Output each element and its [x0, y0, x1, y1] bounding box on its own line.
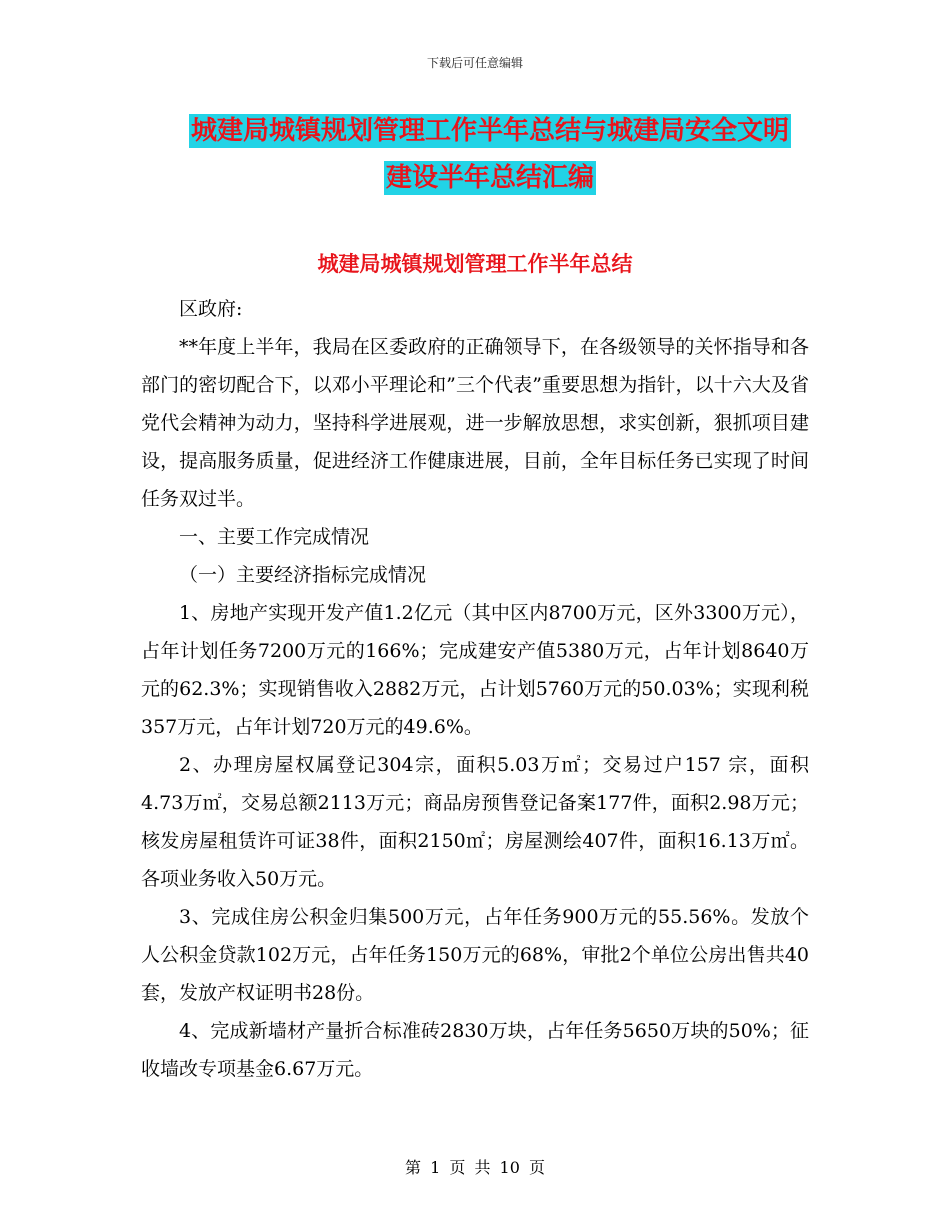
- document-title-line-2: 建设半年总结汇编: [385, 163, 594, 193]
- paragraph-item-3: 3、完成住房公积金归集500万元，占年任务900万元的55.56%。发放个人公积金贷款102万元，占年任务150万元的68%，审批2个单位公房出售共40套，发放产权证明书28份。: [141, 906, 809, 1004]
- heading-main-work: 一、主要工作完成情况: [179, 526, 370, 548]
- section-title: 城建局城镇规划管理工作半年总结: [317, 252, 633, 276]
- document-title: [140, 108, 840, 202]
- document-title-line-1: 城建局城镇规划管理工作半年总结与城建局安全文明: [190, 116, 789, 146]
- paragraph-item-1: 1、房地产实现开发产值1.2亿元（其中区内8700万元，区外3300万元），占年计划任务7200万元的166%；完成建安产值5380万元，占年计划8640万元的62.3%；实现销售收入2882万元，占计划5760万元的50.03%；实现利税357万元，占年计划720万元的49.6%。: [141, 602, 809, 738]
- intro-paragraph: **年度上半年，我局在区委政府的正确领导下，在各级领导的关怀指导和各部门的密切配合下，以邓小平理论和”三个代表”重要思想为指针，以十六大及省党代会精神为动力，坚持科学进展观，进一步解放思想，求实创新，狠抓项目建设，提高服务质量，促进经济工作健康进展，目前，全年目标任务已实现了时间任务双过半。: [141, 336, 809, 510]
- salutation: 区政府:: [179, 298, 243, 320]
- paragraph-item-2: 2、办理房屋权属登记304宗，面积5.03万㎡；交易过户157 宗，面积4.73万㎡，交易总额2113万元；商品房预售登记备案177件，面积2.98万元；核发房屋租赁许可证38件，面积2150㎡；房屋测绘407件，面积16.13万㎡。各项业务收入50万元。: [141, 754, 809, 890]
- heading-economic-indicators: （一）主要经济指标完成情况: [179, 564, 427, 586]
- body-text: [141, 290, 809, 1088]
- paragraph-item-4: 4、完成新墙材产量折合标准砖2830万块，占年任务5650万块的50%；征收墙改专项基金6.67万元。: [141, 1020, 809, 1080]
- header-note: 下载后可任意编辑: [426, 56, 523, 70]
- page-number-footer: 第 1 页 共 10 页: [405, 1158, 545, 1177]
